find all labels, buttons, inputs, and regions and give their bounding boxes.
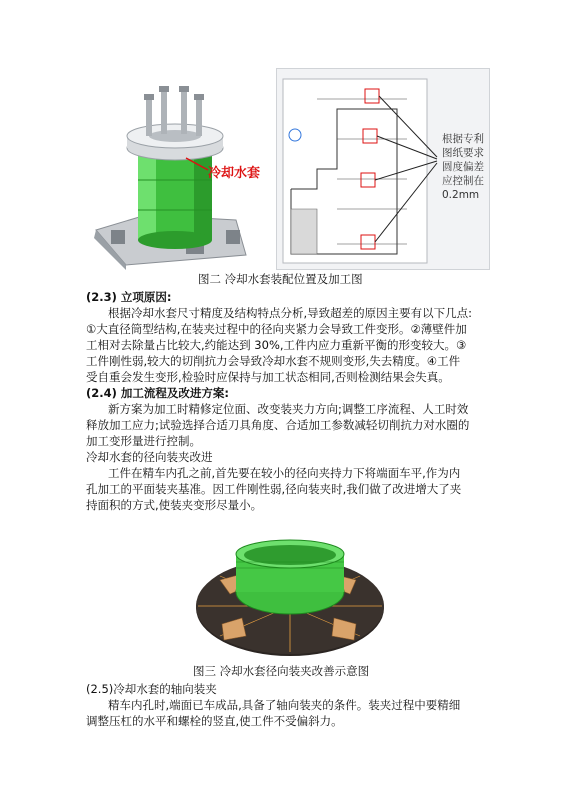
cooling-jacket-callout-label: 冷却水套 [208, 166, 261, 181]
tolerance-note-line: 根据专利 [442, 133, 484, 145]
paragraph-line: 孔加工的平面装夹基准。因工件刚性弱,径向装夹时,我们做了改进增大了夹 [86, 482, 462, 496]
radial-clamping-heading: 冷却水套的径向装夹改进 [86, 450, 213, 464]
paragraph-line: 工相对去除量占比较大,约能达到 30%,工件内应力重新平衡的形变较大。③ [86, 338, 467, 352]
paragraph-line: 调整压杠的水平和螺栓的竖直,使工件不受偏斜力。 [86, 714, 343, 728]
paragraph-line: 根据冷却水套尺寸精度及结构特点分析,导致超差的原因主要有以下几点: [108, 306, 473, 320]
section-2-4-heading: (2.4) 加工流程及改进方案: [86, 386, 229, 400]
paragraph-line: 工件刚性弱,较大的切削抗力会导致冷却水套不规则变形,失去精度。④工件 [86, 354, 461, 368]
tolerance-note-line: 图纸要求 [442, 147, 484, 159]
radial-clamping-diagram-image [190, 536, 390, 662]
tolerance-note-line: 圆度偏差 [442, 161, 484, 173]
paragraph-line: 受自重会发生变形,检验时应保持与加工状态相同,否则检测结果会失真。 [86, 370, 450, 384]
figure3-caption: 图三 冷却水套径向装夹改善示意图 [193, 664, 370, 678]
paragraph-line: 工件在精车内孔之前,首先要在较小的径向夹持力下将端面车平,作为内 [108, 466, 461, 480]
paragraph-line: 释放加工应力;试验选择合适刀具角度、合适加工参数减轻切削抗力对水圈的 [86, 418, 470, 432]
paragraph-line: ①大直径筒型结构,在装夹过程中的径向夹紧力会导致工件变形。②薄壁件加 [86, 322, 467, 336]
tolerance-note-line: 应控制在 [442, 175, 484, 187]
tolerance-note [442, 132, 498, 202]
paragraph-line: 精车内孔时,端面已车成品,具备了轴向装夹的条件。装夹过程中要精细 [108, 698, 461, 712]
section-2-3-heading: (2.3) 立项原因: [86, 290, 172, 304]
paragraph-line: 加工变形量进行控制。 [86, 434, 201, 448]
paragraph-line: 新方案为加工时精修定位面、改变装夹力方向;调整工序流程、人工时效 [108, 402, 469, 416]
figure2-caption: 图二 冷却水套装配位置及加工图 [198, 272, 363, 286]
tolerance-note-line: 0.2mm [442, 189, 480, 201]
paragraph-line: 持面积的方式,使装夹变形尽量小。 [86, 498, 263, 512]
section-2-5-heading: (2.5)冷却水套的轴向装夹 [86, 682, 217, 696]
